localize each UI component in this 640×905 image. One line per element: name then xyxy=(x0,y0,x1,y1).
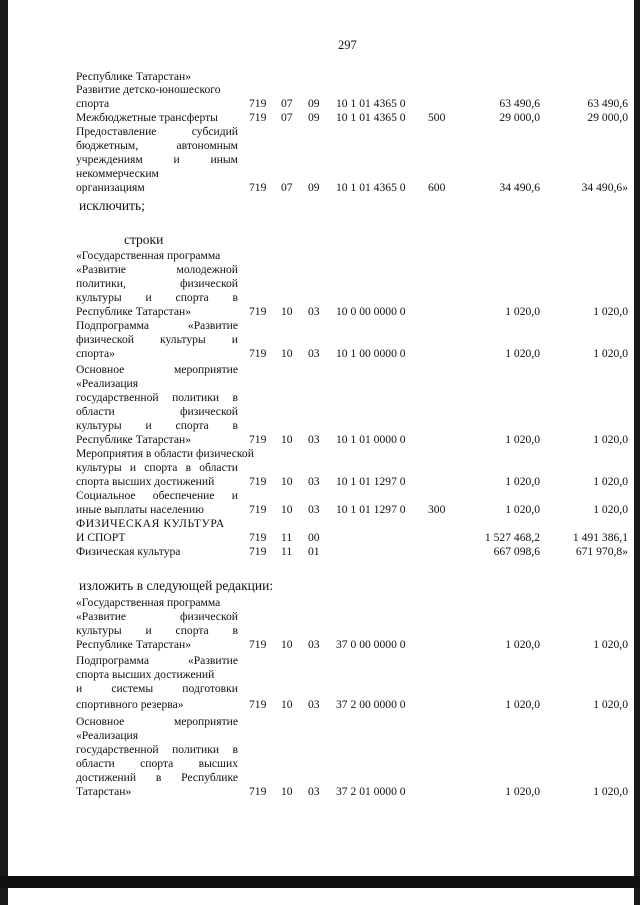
cell-subsection: 03 xyxy=(308,305,320,318)
cell-subsection: 00 xyxy=(308,531,320,544)
cell-target-code: 10 1 01 0000 0 xyxy=(336,433,406,446)
cell-expense-type: 500 xyxy=(428,111,446,124)
cell-target-code: 10 1 01 1297 0 xyxy=(336,503,406,516)
text-line: политики, физической xyxy=(76,277,238,290)
text-line: области спорта высших xyxy=(76,757,238,770)
text-line: Татарстан» xyxy=(76,785,132,798)
cell-target-code: 10 1 01 1297 0 xyxy=(336,475,406,488)
cell-ministry: 719 xyxy=(249,531,267,544)
text-line: достижений в Республике xyxy=(76,771,238,784)
text-line: организациям xyxy=(76,181,145,194)
cell-target-code: 10 1 01 4365 0 xyxy=(336,111,406,124)
text-line: Основное мероприятие xyxy=(76,715,238,728)
text-line: Основное мероприятие xyxy=(76,363,238,376)
text-line: учреждениям и иным xyxy=(76,153,238,166)
cell-ministry: 719 xyxy=(249,97,267,110)
cell-section: 10 xyxy=(281,347,293,360)
cell-section: 07 xyxy=(281,111,293,124)
text-line: спорта xyxy=(76,97,110,110)
heading-rows: строки xyxy=(124,232,164,247)
cell-target-code: 37 0 00 0000 0 xyxy=(336,638,406,651)
text-line: Республике Татарстан» xyxy=(76,433,192,446)
cell-section: 10 xyxy=(281,785,293,798)
cell-amount-2: 1 020,0 xyxy=(593,347,628,360)
cell-amount-2: 1 020,0 xyxy=(593,475,628,488)
cell-subsection: 09 xyxy=(308,181,320,194)
cell-amount-1: 667 098,6 xyxy=(493,545,540,558)
cell-amount-2: 63 490,6 xyxy=(587,97,628,110)
text-line: ФИЗИЧЕСКАЯ КУЛЬТУРА xyxy=(76,517,225,530)
cell-amount-2: 1 020,0 xyxy=(593,785,628,798)
page-number: 297 xyxy=(338,38,357,52)
cell-amount-2: 29 000,0 xyxy=(587,111,628,124)
text-line: Республике Татарстан» xyxy=(76,70,192,83)
text-line: Социальное обеспечение и xyxy=(76,489,238,502)
text-line: Мероприятия в области физической xyxy=(76,447,254,460)
text-line: культуры и спорта в области xyxy=(76,461,238,474)
cell-amount-2: 1 491 386,1 xyxy=(572,531,628,544)
cell-subsection: 03 xyxy=(308,638,320,651)
cell-subsection: 03 xyxy=(308,785,320,798)
cell-section: 10 xyxy=(281,433,293,446)
cell-subsection: 03 xyxy=(308,433,320,446)
heading-new-wording: изложить в следующей редакции: xyxy=(79,578,274,593)
text-line: государственной политики в xyxy=(76,391,238,404)
text-line: бюджетным, автономным xyxy=(76,139,238,152)
cell-section: 10 xyxy=(281,503,293,516)
text-line: и системы подготовки xyxy=(76,682,238,695)
cell-target-code: 37 2 01 0000 0 xyxy=(336,785,406,798)
cell-amount-1: 34 490,6 xyxy=(499,181,540,194)
cell-target-code: 10 1 01 4365 0 xyxy=(336,181,406,194)
cell-amount-1: 1 020,0 xyxy=(505,347,540,360)
cell-subsection: 03 xyxy=(308,698,320,711)
cell-target-code: 10 1 00 0000 0 xyxy=(336,347,406,360)
cell-amount-1: 1 020,0 xyxy=(505,475,540,488)
cell-amount-1: 1 527 468,2 xyxy=(484,531,540,544)
cell-section: 07 xyxy=(281,97,293,110)
cell-amount-1: 1 020,0 xyxy=(505,433,540,446)
text-line: «Реализация xyxy=(76,377,139,390)
text-line: спорта высших достижений xyxy=(76,668,215,681)
cell-target-code: 37 2 00 0000 0 xyxy=(336,698,406,711)
text-line: Республике Татарстан» xyxy=(76,305,192,318)
text-line: государственной политики в xyxy=(76,743,238,756)
cell-ministry: 719 xyxy=(249,638,267,651)
text-line: Подпрограмма «Развитие xyxy=(76,319,238,332)
cell-subsection: 03 xyxy=(308,347,320,360)
cell-amount-1: 1 020,0 xyxy=(505,503,540,516)
text-line: Развитие детско-юношеского xyxy=(76,83,221,96)
text-line: спорта» xyxy=(76,347,115,360)
cell-amount-2: 1 020,0 xyxy=(593,503,628,516)
text-line: физической культуры и xyxy=(76,333,238,346)
text-line: области физической xyxy=(76,405,238,418)
text-line: «Реализация xyxy=(76,729,139,742)
cell-amount-1: 1 020,0 xyxy=(505,305,540,318)
text-line: Предоставление субсидий xyxy=(76,125,238,138)
cell-ministry: 719 xyxy=(249,785,267,798)
cell-amount-1: 29 000,0 xyxy=(499,111,540,124)
cell-ministry: 719 xyxy=(249,503,267,516)
cell-target-code: 10 1 01 4365 0 xyxy=(336,97,406,110)
text-line: Подпрограмма «Развитие xyxy=(76,654,238,667)
cell-ministry: 719 xyxy=(249,545,267,558)
cell-subsection: 03 xyxy=(308,503,320,516)
text-line: «Государственная программа xyxy=(76,596,221,609)
cell-ministry: 719 xyxy=(249,347,267,360)
cell-subsection: 09 xyxy=(308,111,320,124)
cell-ministry: 719 xyxy=(249,433,267,446)
cell-amount-2: 1 020,0 xyxy=(593,433,628,446)
text-line: некоммерческим xyxy=(76,167,159,180)
cell-amount-1: 63 490,6 xyxy=(499,97,540,110)
cell-ministry: 719 xyxy=(249,475,267,488)
text-line: культуры и спорта в xyxy=(76,291,238,304)
cell-amount-2: 34 490,6» xyxy=(581,181,628,194)
cell-subsection: 09 xyxy=(308,97,320,110)
text-line: «Развитие физической xyxy=(76,610,238,623)
cell-section: 10 xyxy=(281,698,293,711)
cell-ministry: 719 xyxy=(249,181,267,194)
cell-amount-1: 1 020,0 xyxy=(505,785,540,798)
text-line: «Государственная программа xyxy=(76,249,221,262)
cell-section: 11 xyxy=(281,545,293,558)
text-line: И СПОРТ xyxy=(76,531,126,544)
text-line: иные выплаты населению xyxy=(76,503,204,516)
cell-ministry: 719 xyxy=(249,111,267,124)
cell-expense-type: 300 xyxy=(428,503,446,516)
scan-edge-left xyxy=(0,0,8,905)
text-line: «Развитие молодежной xyxy=(76,263,238,276)
cell-section: 11 xyxy=(281,531,293,544)
cell-subsection: 01 xyxy=(308,545,320,558)
cell-target-code: 10 0 00 0000 0 xyxy=(336,305,406,318)
text-line: культуры и спорта в xyxy=(76,624,238,637)
cell-amount-1: 1 020,0 xyxy=(505,698,540,711)
text-line: Физическая культура xyxy=(76,545,181,558)
cell-section: 10 xyxy=(281,305,293,318)
text-line: культуры и спорта в xyxy=(76,419,238,432)
cell-section: 10 xyxy=(281,475,293,488)
instruction-exclude: исключить; xyxy=(79,198,145,213)
cell-ministry: 719 xyxy=(249,698,267,711)
text-line: Республике Татарстан» xyxy=(76,638,192,651)
scan-edge-bottom xyxy=(0,876,640,888)
cell-amount-2: 671 970,8» xyxy=(575,545,628,558)
text-line: спорта высших достижений xyxy=(76,475,215,488)
text-line: спортивного резерва» xyxy=(76,698,184,711)
text-line: Межбюджетные трансферты xyxy=(76,111,218,124)
cell-amount-1: 1 020,0 xyxy=(505,638,540,651)
cell-expense-type: 600 xyxy=(428,181,446,194)
cell-amount-2: 1 020,0 xyxy=(593,698,628,711)
cell-amount-2: 1 020,0 xyxy=(593,638,628,651)
cell-ministry: 719 xyxy=(249,305,267,318)
cell-subsection: 03 xyxy=(308,475,320,488)
cell-amount-2: 1 020,0 xyxy=(593,305,628,318)
scan-edge-right xyxy=(634,0,640,905)
cell-section: 07 xyxy=(281,181,293,194)
cell-section: 10 xyxy=(281,638,293,651)
